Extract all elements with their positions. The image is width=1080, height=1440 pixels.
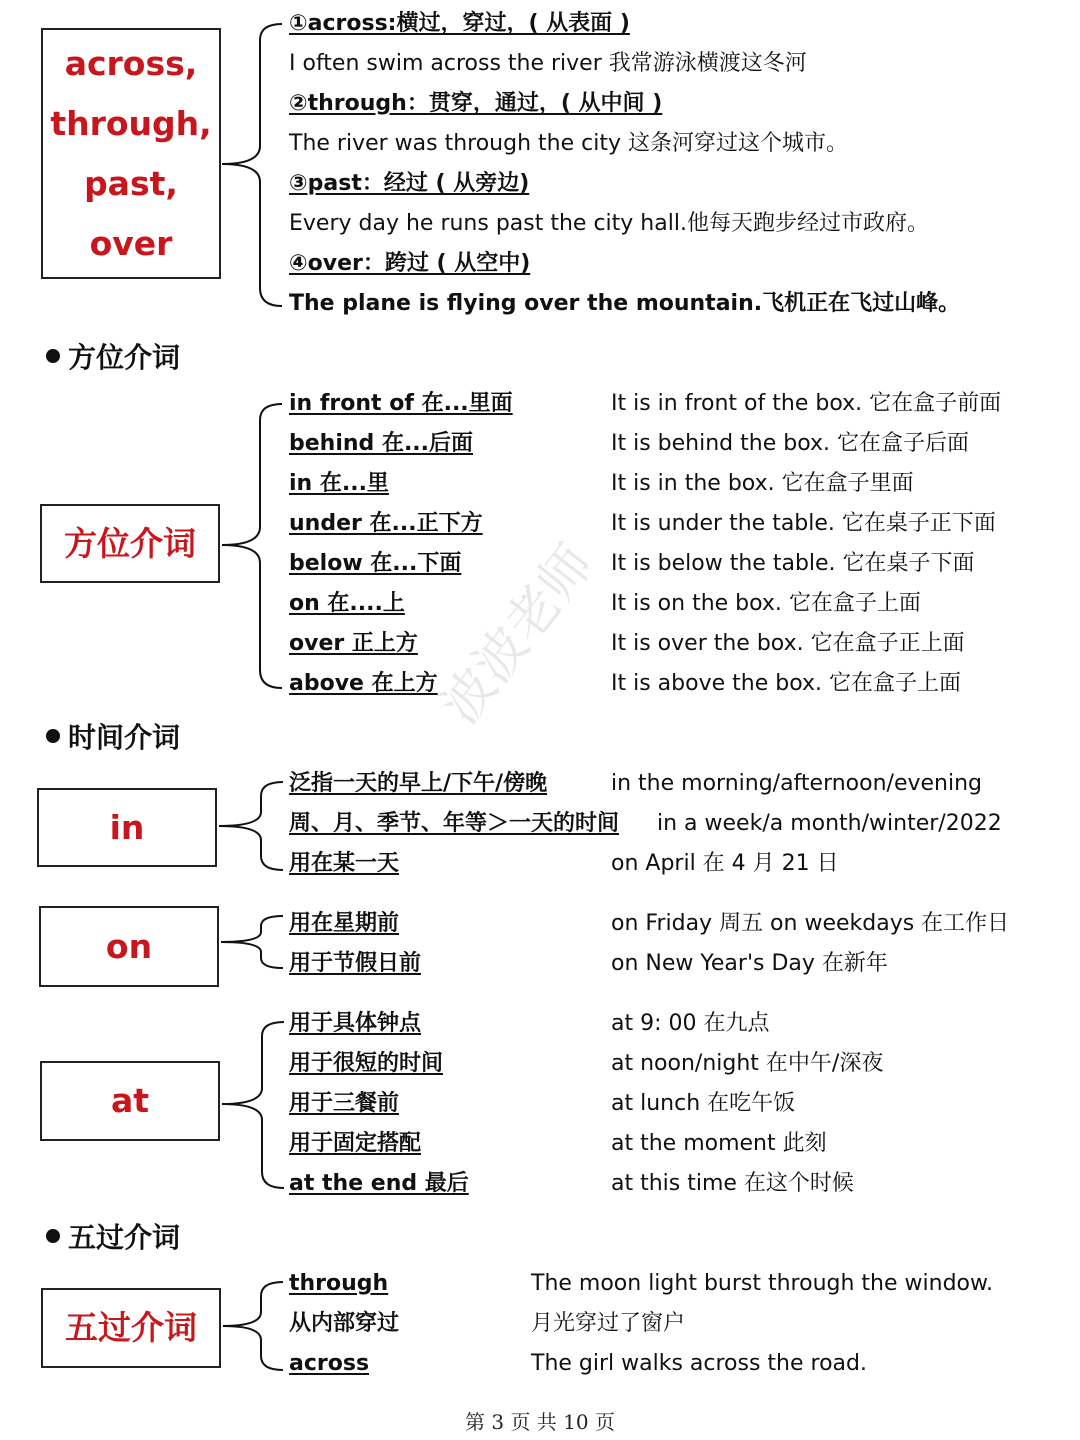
example-phrase: on New Year's Day 在新年 (611, 951, 888, 976)
example-phrase: at 9: 00 在九点 (611, 1011, 770, 1036)
preposition-term: through (289, 1271, 389, 1296)
watermark-text: 波波老师 (430, 534, 606, 735)
curly-brace (217, 778, 289, 878)
usage-rule: 周、月、季节、年等＞一天的时间 (289, 811, 620, 836)
usage-rule: 用在某一天 (289, 851, 400, 876)
preposition-term: in 在...里 (289, 471, 389, 496)
example-sentence: It is on the box. 它在盒子上面 (611, 591, 921, 616)
keyword-box-position (40, 504, 220, 583)
bullet-dot-icon (46, 349, 60, 363)
rule-heading: ④over：跨过 ( 从空中) (289, 251, 531, 276)
curly-brace (220, 400, 290, 700)
section-title: 方位介词 (68, 341, 181, 374)
example-phrase: on Friday 周五 on weekdays 在工作日 (611, 911, 1010, 936)
example-sentence: Every day he runs past the city hall.他每天跑步经过市政府。 (289, 211, 929, 236)
preposition-term: on 在....上 (289, 591, 405, 616)
section-heading-time (46, 716, 180, 756)
usage-rule: 用于固定搭配 (289, 1131, 422, 1156)
example-sentence: It is in front of the box. 它在盒子前面 (611, 391, 1002, 416)
example-sentence: It is behind the box. 它在盒子后面 (611, 431, 969, 456)
box-word: through, (50, 103, 212, 143)
usage-rule: 用在星期前 (289, 911, 400, 936)
preposition-term: above 在上方 (289, 671, 438, 696)
example-sentence: The plane is flying over the mountain.飞机正在飞过山峰。 (289, 291, 961, 316)
keyword-box-across-through-past-over (41, 28, 221, 279)
example-phrase: at the moment 此刻 (611, 1131, 827, 1156)
curly-brace (220, 20, 290, 320)
example-sentence: The girl walks across the road. (531, 1351, 867, 1376)
section-heading-position (46, 336, 180, 376)
example-sentence: The moon light burst through the window. (531, 1271, 993, 1296)
example-sentence: 月光穿过了窗户 (531, 1311, 686, 1336)
rule-heading: ③past：经过 ( 从旁边) (289, 171, 530, 196)
page-number-footer: 第 3 页 共 10 页 (465, 1410, 615, 1434)
preposition-term: behind 在...后面 (289, 431, 474, 456)
preposition-term: below 在...下面 (289, 551, 462, 576)
example-sentence: It is over the box. 它在盒子正上面 (611, 631, 965, 656)
example-phrase: at noon/night 在中午/深夜 (611, 1051, 884, 1076)
example-phrase: in a week/a month/winter/2022 (657, 811, 1002, 836)
box-word: over (89, 223, 173, 263)
keyword-box-five (41, 1288, 221, 1368)
usage-rule: 泛指一天的早上/下午/傍晚 (289, 771, 548, 796)
example-sentence: It is below the table. 它在桌子下面 (611, 551, 975, 576)
box-word: in (109, 807, 145, 847)
curly-brace (219, 912, 289, 972)
box-word: across, (64, 43, 198, 83)
section-title: 五过介词 (68, 1221, 181, 1254)
example-phrase: at lunch 在吃午饭 (611, 1091, 796, 1116)
example-sentence: It is above the box. 它在盒子上面 (611, 671, 961, 696)
usage-rule: 用于具体钟点 (289, 1011, 422, 1036)
usage-rule: 用于很短的时间 (289, 1051, 444, 1076)
usage-rule: at the end 最后 (289, 1171, 469, 1196)
keyword-box-at (40, 1061, 220, 1141)
rule-heading: ①across:横过，穿过，( 从表面 ) (289, 11, 630, 36)
section-heading-five (46, 1216, 180, 1256)
bullet-dot-icon (46, 1229, 60, 1243)
preposition-term: across (289, 1351, 370, 1376)
preposition-term: over 正上方 (289, 631, 418, 656)
keyword-box-on (39, 906, 219, 987)
example-phrase: at this time 在这个时候 (611, 1171, 854, 1196)
example-sentence: I often swim across the river 我常游泳横渡这冬河 (289, 51, 807, 76)
box-word: past, (84, 163, 178, 203)
example-phrase: in the morning/afternoon/evening (611, 771, 983, 796)
box-word: on (105, 926, 153, 966)
bullet-dot-icon (46, 729, 60, 743)
keyword-box-in (37, 788, 217, 867)
box-word: at (110, 1081, 150, 1120)
box-word: 方位介词 (64, 523, 196, 563)
curly-brace (221, 1278, 289, 1378)
section-title: 时间介词 (68, 721, 181, 754)
usage-rule: 用于节假日前 (289, 951, 422, 976)
example-sentence: It is in the box. 它在盒子里面 (611, 471, 914, 496)
example-sentence: The river was through the city 这条河穿过这个城市。 (289, 131, 848, 156)
example-sentence: It is under the table. 它在桌子正下面 (611, 511, 996, 536)
preposition-term: 从内部穿过 (289, 1311, 400, 1336)
curly-brace (220, 1018, 290, 1198)
preposition-term: under 在...正下方 (289, 511, 483, 536)
preposition-term: in front of 在...里面 (289, 391, 513, 416)
example-phrase: on April 在 4 月 21 日 (611, 851, 839, 876)
rule-heading: ②through：贯穿，通过，( 从中间 ) (289, 91, 663, 116)
box-word: 五过介词 (65, 1308, 197, 1347)
usage-rule: 用于三餐前 (289, 1091, 400, 1116)
